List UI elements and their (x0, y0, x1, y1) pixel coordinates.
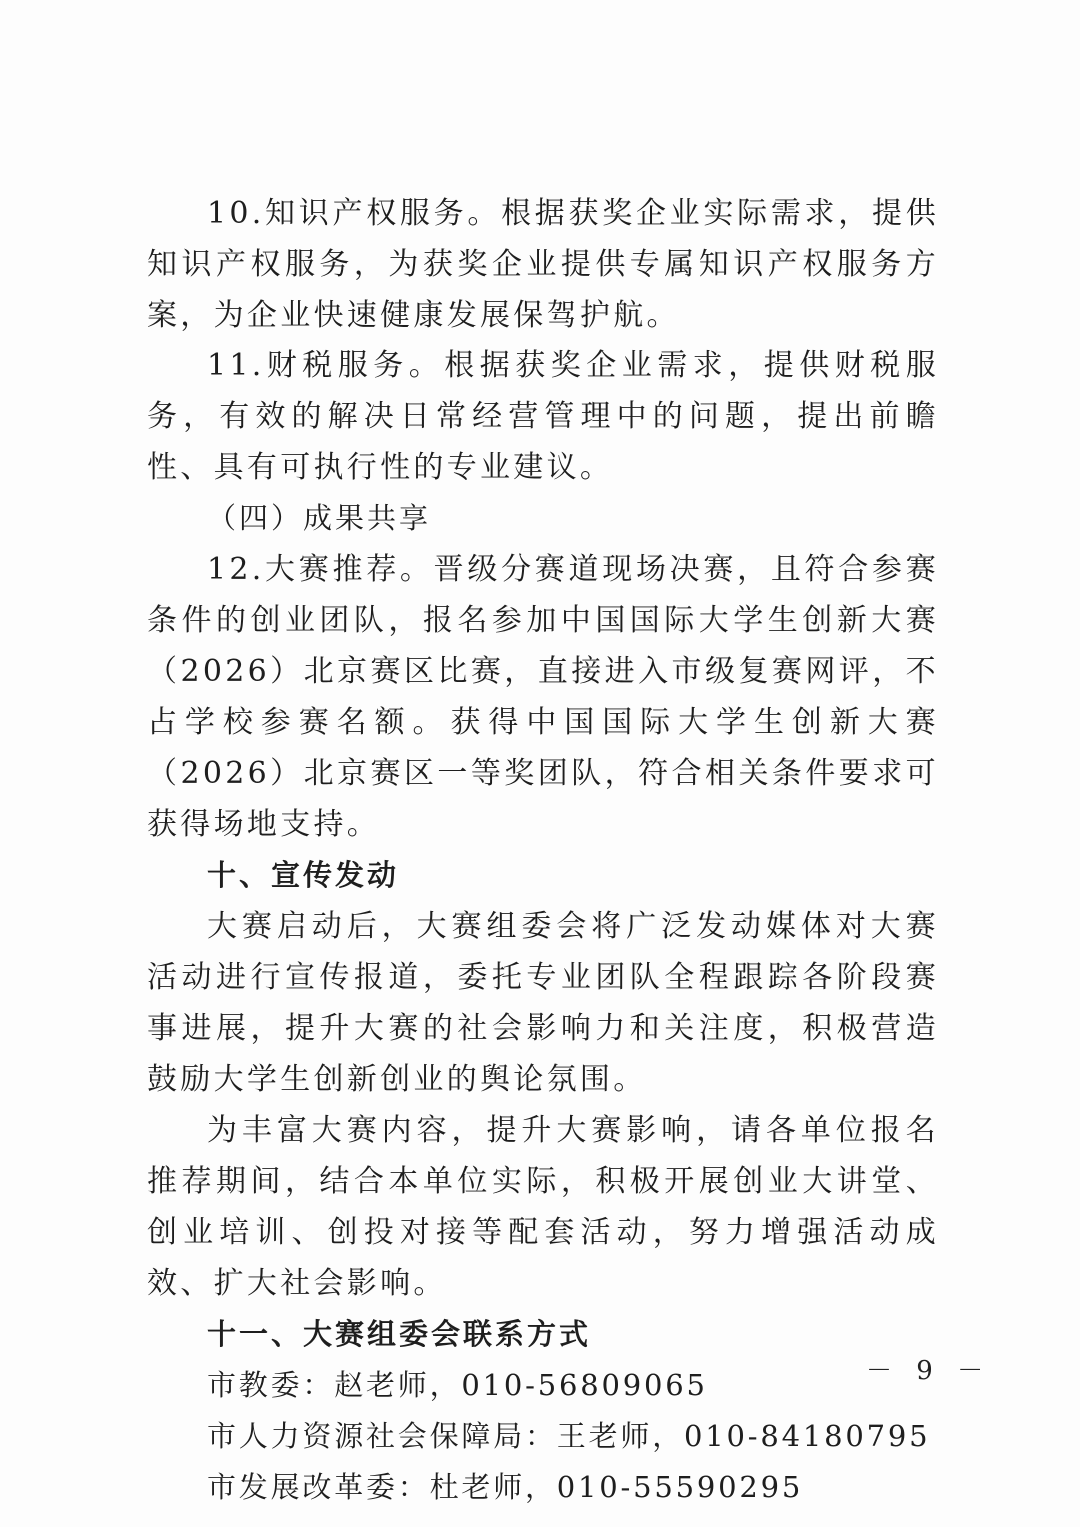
item-11-paragraph: 11.财税服务。根据获奖企业需求，提供财税服务，有效的解决日常经营管理中的问题，提出前瞻性、具有可执行性的专业建议。 (147, 348, 939, 485)
section-10-heading: 十、宣传发动 (207, 858, 400, 892)
section-10-paragraph-2: 为丰富大赛内容，提升大赛影响，请各单位报名推荐期间，结合本单位实际，积极开展创业大讲堂、创业培训、创投对接等配套活动，努力增强活动成效、扩大社会影响。 (147, 1113, 939, 1301)
document-body (147, 188, 939, 1513)
section-11-heading: 十一、大赛组委会联系方式 (207, 1317, 592, 1351)
contact-line-development-reform-commission: 市发展改革委：杜老师，010-55590295 (207, 1470, 804, 1504)
page-number: － 9 － (866, 1356, 992, 1386)
contact-line-human-resources-bureau: 市人力资源社会保障局：王老师，010-84180795 (207, 1419, 931, 1453)
section-10-paragraph-1: 大赛启动后，大赛组委会将广泛发动媒体对大赛活动进行宣传报道，委托专业团队全程跟踪各阶段赛事进展，提升大赛的社会影响力和关注度，积极营造鼓励大学生创新创业的舆论氛围。 (147, 909, 939, 1097)
contact-line-education-commission: 市教委：赵老师，010-56809065 (207, 1368, 708, 1402)
subheading-results-sharing: （四）成果共享 (207, 501, 432, 535)
item-12-paragraph: 12.大赛推荐。晋级分赛道现场决赛，且符合参赛条件的创业团队，报名参加中国国际大学生创新大赛（2026）北京赛区比赛，直接进入市级复赛网评，不占学校参赛名额。获得中国国际大学生创新大赛（2026）北京赛区一等奖团队，符合相关条件要求可获得场地支持。 (147, 552, 939, 842)
item-10-paragraph: 10.知识产权服务。根据获奖企业实际需求，提供知识产权服务，为获奖企业提供专属知识产权服务方案，为企业快速健康发展保驾护航。 (147, 196, 939, 333)
